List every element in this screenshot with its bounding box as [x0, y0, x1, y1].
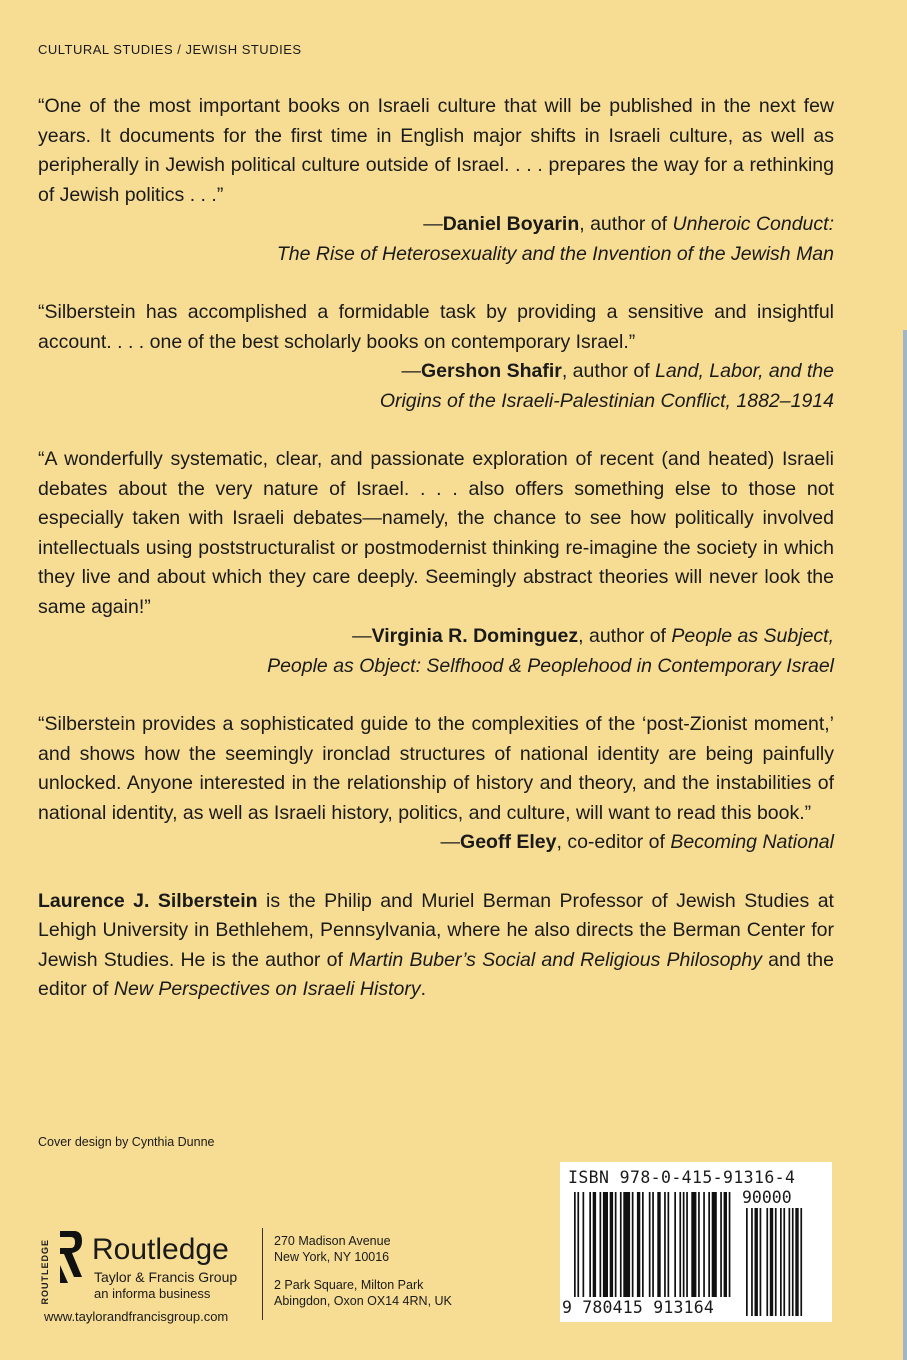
quote-block-2: [38, 298, 834, 416]
publisher-logo: [38, 1225, 298, 1325]
quote-work: Becoming National: [670, 831, 834, 853]
quote-work: People as Subject,: [671, 625, 834, 647]
logo-divider: [262, 1228, 263, 1320]
author-bio: Laurence J. Silberstein is the Philip and Muriel Berman Professor of Jewish Studies at Lehigh University in Bethlehem, Pennsylvania, where he also directs the Berman Center for Jewish Studies. He is the author of Martin Buber’s Social and Religious Philosophy and the editor of New Perspectives on Israeli History.: [38, 889, 834, 1000]
quote-block-3: [38, 445, 834, 681]
bio-book-1: Martin Buber’s Social and Religious Philosophy: [349, 948, 762, 971]
cover-edge-strip: [903, 330, 907, 1360]
category-label: CULTURAL STUDIES / JEWISH STUDIES: [38, 42, 302, 57]
isbn-label: ISBN 978-0-415-91316-4: [568, 1168, 796, 1187]
publisher-group: Taylor & Francis Group: [94, 1269, 238, 1285]
address-line: Abingdon, Oxon OX14 4RN, UK: [274, 1294, 452, 1308]
publisher-addresses: [274, 1233, 452, 1309]
blurb-column: [38, 92, 834, 1034]
quote-work-cont: Origins of the Israeli-Palestinian Conflict, 1882–1914: [379, 389, 834, 412]
quote-work-cont: People as Object: Selfhood & Peoplehood in Contemporary Israel: [267, 654, 834, 677]
ean-number: 9 780415 913164: [562, 1298, 715, 1317]
quote-text: “A wonderfully systematic, clear, and passionate exploration of recent (and heated) Israeli debates about the very nature of Israel. . . . also offers something else to those not especially taken with Israeli debates—namely, the chance to see how politically involved intellectuals using poststructuralist or postmodernist thinking re-imagine the society in which they live and about which they care deeply. Seemingly abstract theories will never look the same again!”: [38, 448, 834, 618]
publisher-url: www.taylorandfrancisgroup.com: [44, 1309, 229, 1324]
address-line: New York, NY 10016: [274, 1250, 390, 1264]
quote-text: “Silberstein has accomplished a formidable task by providing a sensitive and insightful account. . . . one of the best scholarly books on contemporary Israel.”: [38, 301, 834, 353]
quote-attribution: —Geoff Eley, co-editor of Becoming National: [440, 831, 834, 853]
quote-work-cont: The Rise of Heterosexuality and the Invention of the Jewish Man: [276, 242, 834, 265]
quote-attribution: —Gershon Shafir, author of Land, Labor, and the Origins of the Israeli-Palestinian Conflict, 1882–1914: [379, 360, 834, 412]
price-code: 90000: [742, 1188, 792, 1207]
quote-attribution: —Daniel Boyarin, author of Unheroic Conduct: The Rise of Heterosexuality and the Invention of the Jewish Man: [276, 213, 834, 265]
quote-block-4: [38, 710, 834, 858]
quote-author: Geoff Eley: [460, 831, 557, 853]
isbn-barcode: [560, 1162, 832, 1322]
bio-book-2: New Perspectives on Israeli History: [113, 978, 421, 1000]
logo-vertical-text: ROUTLEDGE: [40, 1239, 50, 1305]
quote-block-1: [38, 92, 834, 269]
publisher-name: Routledge: [92, 1233, 229, 1266]
quote-attribution: —Virginia R. Dominguez, author of People as Subject, People as Object: Selfhood & Peoplehood in Contemporary Israel: [267, 625, 834, 677]
quote-work: Land, Labor, and the: [655, 360, 834, 382]
address-line: 270 Madison Avenue: [274, 1234, 391, 1248]
quote-author: Virginia R. Dominguez: [371, 625, 579, 647]
publisher-tagline: an informa business: [94, 1286, 211, 1301]
quote-author: Daniel Boyarin: [442, 213, 580, 235]
cover-design-credit: Cover design by Cynthia Dunne: [38, 1135, 215, 1149]
quote-text: “Silberstein provides a sophisticated guide to the complexities of the ‘post-Zionist moment,’ and shows how the seemingly ironclad structures of national identity are being painfully unlocked. Anyone interested in the relationship of history and theory, and the instabilities of national identity, as well as Israeli history, politics, and culture, will want to read this book.”: [38, 713, 834, 824]
quote-work: Unheroic Conduct:: [672, 213, 834, 235]
quote-text: “One of the most important books on Israeli culture that will be published in the next few years. It documents for the first time in English major shifts in Israeli culture, as well as peripherally in Jewish political culture outside of Israel. . . . prepares the way for a rethinking of Jewish politics . . .”: [38, 95, 834, 206]
address-line: 2 Park Square, Milton Park: [274, 1278, 424, 1292]
quote-author: Gershon Shafir: [420, 360, 562, 382]
bio-author-name: Laurence J. Silberstein: [38, 889, 258, 912]
